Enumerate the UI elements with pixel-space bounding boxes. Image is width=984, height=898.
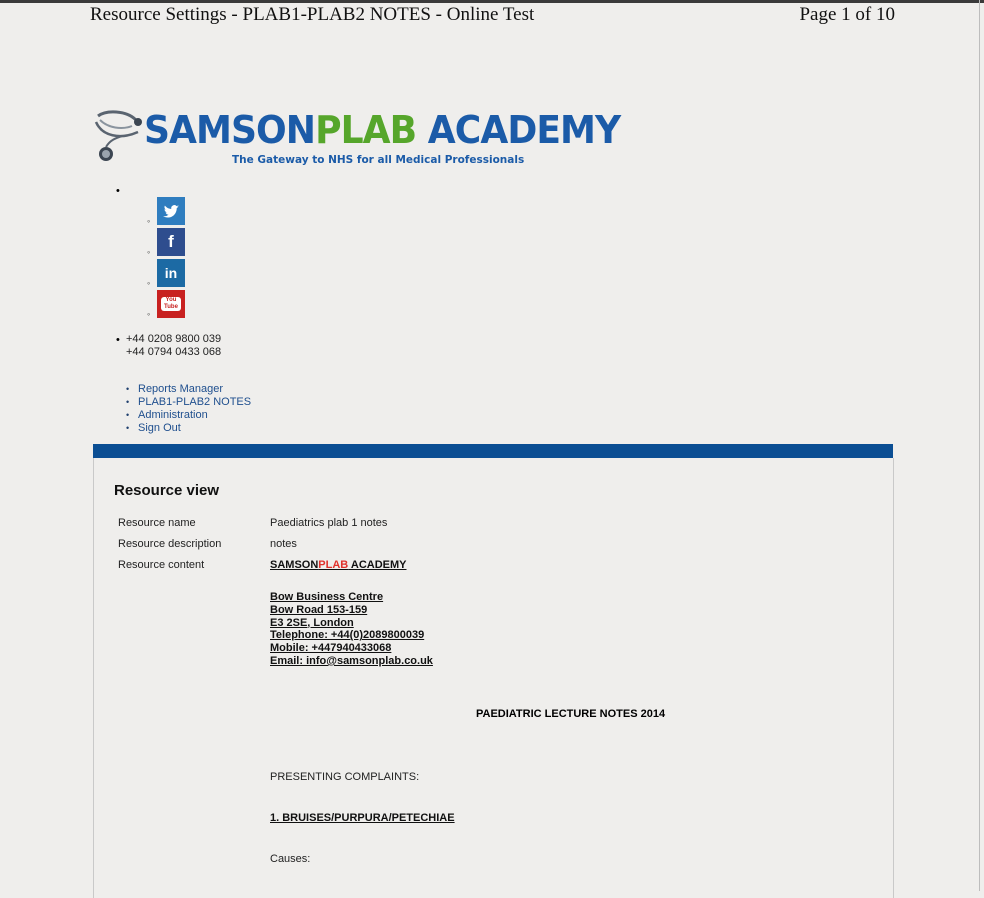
facebook-icon[interactable]: f <box>157 228 185 256</box>
mobile-line: Mobile: +447940433068 <box>270 642 392 655</box>
stethoscope-icon <box>92 106 148 168</box>
site-logo[interactable] <box>92 102 621 172</box>
nav-reports-manager[interactable]: Reports Manager <box>138 383 223 395</box>
address-block <box>270 591 433 668</box>
top-border <box>0 0 984 3</box>
logo-wordmark: SAMSONPLAB ACADEMY <box>144 108 621 152</box>
resource-name-value: Paediatrics plab 1 notes <box>270 517 388 529</box>
page-number: Page 1 of 10 <box>799 4 895 25</box>
header-bar <box>93 444 893 458</box>
youtube-icon[interactable] <box>157 290 185 318</box>
print-header <box>90 4 895 26</box>
resource-description-value: notes <box>270 538 297 550</box>
address-line: Bow Road 153-159 <box>270 603 368 616</box>
telephone-line: Telephone: +44(0)2089800039 <box>270 629 425 642</box>
list-bullet: ◦ <box>147 216 151 226</box>
list-bullet: ◦ <box>147 247 151 257</box>
page-title: Resource view <box>114 482 220 499</box>
twitter-bird-icon <box>157 197 185 225</box>
list-bullet: • <box>116 185 120 197</box>
nav-sign-out[interactable]: Sign Out <box>138 422 181 434</box>
nav-administration[interactable]: Administration <box>138 409 208 421</box>
list-bullet: ◦ <box>147 309 151 319</box>
address-line: E3 2SE, London <box>270 616 354 629</box>
resource-content-label: Resource content <box>118 559 205 571</box>
nav-plab-notes[interactable]: PLAB1-PLAB2 NOTES <box>138 396 252 408</box>
phone-landline: +44 0208 9800 039 <box>126 333 222 345</box>
causes-label: Causes: <box>270 853 311 865</box>
print-title: Resource Settings - PLAB1-PLAB2 NOTES - Online Test <box>90 4 535 25</box>
youtube-logo: You Tube <box>161 297 181 311</box>
content-brand: SAMSONPLAB ACADEMY <box>270 559 407 571</box>
twitter-icon[interactable] <box>157 197 185 225</box>
logo-tagline: The Gateway to NHS for all Medical Professionals <box>232 154 525 166</box>
content-panel <box>93 458 894 898</box>
linkedin-icon[interactable]: in <box>157 259 185 287</box>
right-border <box>979 0 980 891</box>
email-line: Email: info@samsonplab.co.uk <box>270 654 433 667</box>
phone-numbers <box>126 333 221 359</box>
lecture-title: PAEDIATRIC LECTURE NOTES 2014 <box>476 708 666 720</box>
resource-name-label: Resource name <box>118 517 196 529</box>
section-heading: 1. BRUISES/PURPURA/PETECHIAE <box>270 812 455 824</box>
phone-mobile: +44 0794 0433 068 <box>126 346 222 358</box>
resource-description-label: Resource description <box>118 538 222 550</box>
presenting-complaints: PRESENTING COMPLAINTS: <box>270 771 420 783</box>
list-bullet: • <box>116 334 120 346</box>
list-bullet: ◦ <box>147 278 151 288</box>
address-line: Bow Business Centre <box>270 591 384 603</box>
